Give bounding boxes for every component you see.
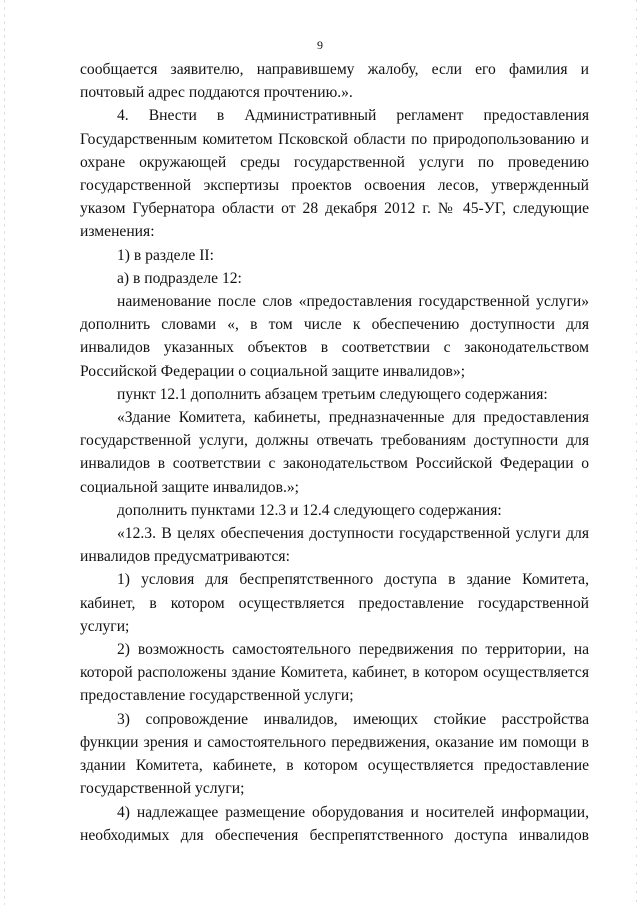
- paragraph-12-3-intro: дополнить пунктами 12.3 и 12.4 следующего содержания:: [117, 501, 502, 519]
- scan-edge-left: [4, 0, 5, 905]
- document-body: [80, 58, 589, 847]
- list-item-3: 3) сопровождение инвалидов, имеющих стойкие расстройства функции зрения и самостоятельного передвижения, оказание им помощи в здании Комитета, кабинете, в котором осуществляется предоставление государственной услуги;: [80, 710, 589, 798]
- list-item-4: 4) надлежащее размещение оборудования и носителей информации, необходимых для обеспечения беспрепятственного доступа инвалидов: [80, 803, 589, 844]
- paragraph-12-3: «12.3. В целях обеспечения доступности государственной услуги для инвалидов предусматриваются:: [80, 525, 589, 566]
- paragraph-12-1-intro: пункт 12.1 дополнить абзацем третьим следующего содержания:: [117, 385, 548, 403]
- list-item-1: 1) условия для беспрепятственного доступа в здание Комитета, кабинет, в котором осуществляется предоставление государственной услуги;: [80, 571, 589, 635]
- paragraph-subsection-12: а) в подразделе 12:: [117, 269, 242, 287]
- paragraph-title-amendment: наименование после слов «предоставления государственной услуги» дополнить словами «, в том числе к обеспечению доступности для инвалидов указанных объектов в соответствии с законодательством Российской Федерации о социальной защите инвалидов»;: [80, 293, 589, 380]
- paragraph-section-ii: 1) в разделе II:: [117, 246, 214, 264]
- page-number: 9: [317, 38, 323, 52]
- scan-edge-right: [636, 0, 637, 905]
- paragraph-item-4: 4. Внести в Административный регламент предоставления Государственным комитетом Псковской области по природопользованию и охране окружающей среды государственной услуги по проведению государственной экспертизы проектов освоения лесов, утвержденный указом Губернатора области от 28 декабря 2012 г. № 45-УГ, следующие изменения:: [80, 107, 589, 241]
- paragraph-continuation: сообщается заявителю, направившему жалобу, если его фамилия и почтовый адрес поддаются прочтению.».: [80, 61, 589, 102]
- paragraph-12-1-text: «Здание Комитета, кабинеты, предназначенные для предоставления государственной услуги, должны отвечать требованиям доступности для инвалидов в соответствии с законодательством Российской Федерации о социальной защите инвалидов.»;: [80, 409, 589, 496]
- list-item-2: 2) возможность самостоятельного передвижения по территории, на которой расположены здание Комитета, кабинет, в котором осуществляется предоставление государственной услуги;: [80, 641, 589, 705]
